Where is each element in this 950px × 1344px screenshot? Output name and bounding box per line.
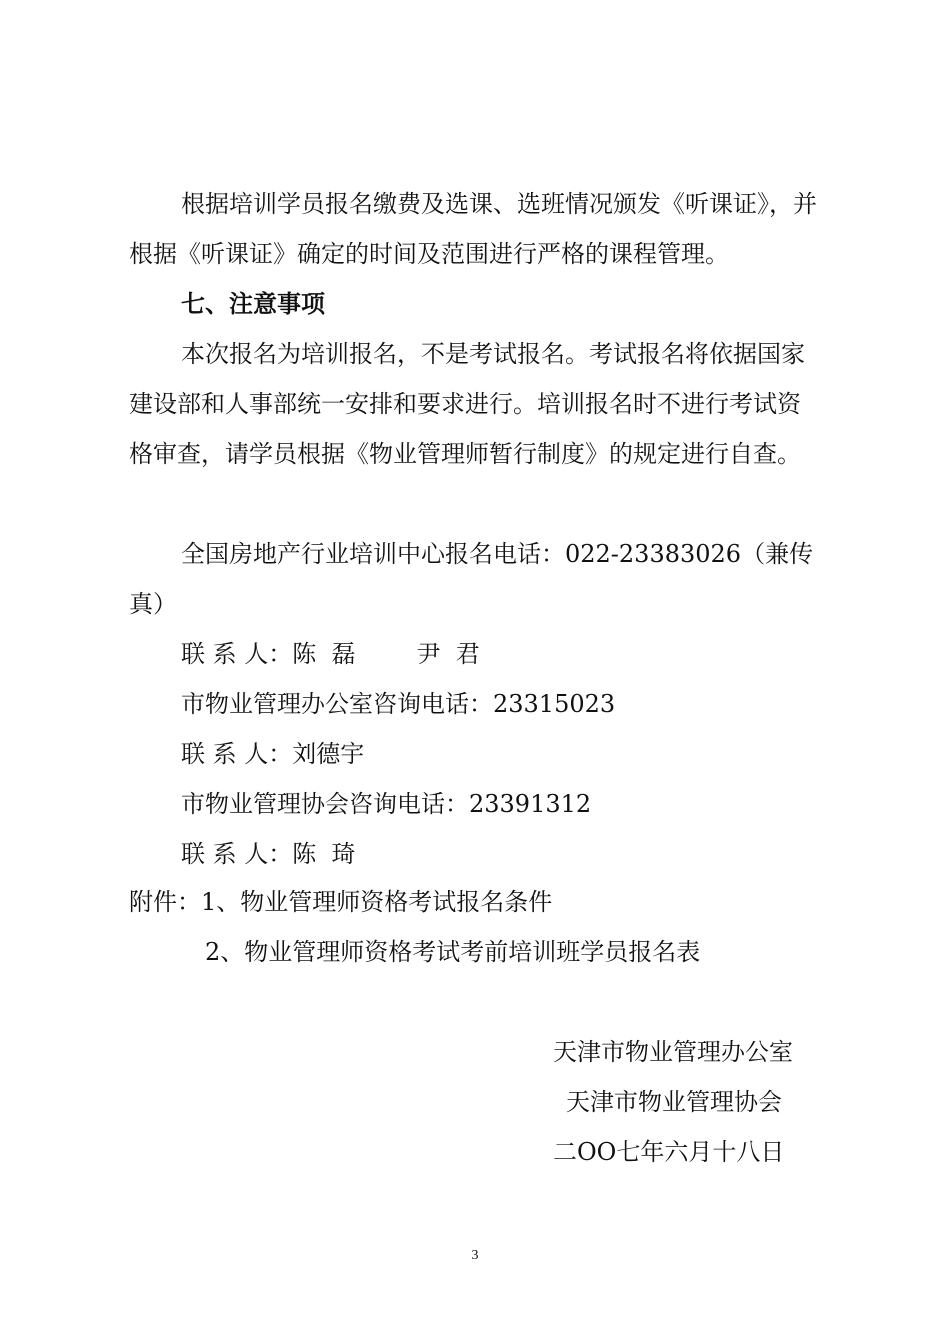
- signature-date: 二OO七年六月十八日: [553, 1138, 785, 1166]
- center-contacts: 联 系 人：陈 磊 尹 君: [181, 640, 480, 668]
- page-number: 3: [471, 1248, 479, 1263]
- office-phone: 市物业管理办公室咨询电话：23315023: [181, 690, 616, 718]
- section-heading: 七、注意事项: [181, 290, 325, 318]
- office-contact: 联 系 人：刘德宇: [181, 740, 365, 768]
- paragraph-line: 建设部和人事部统一安排和要求进行。培训报名时不进行考试资: [129, 390, 801, 418]
- center-phone-line-cont: 真）: [129, 590, 177, 618]
- attachment-item: 2、物业管理师资格考试考前培训班学员报名表: [205, 938, 701, 966]
- paragraph-line: 本次报名为培训报名，不是考试报名。考试报名将依据国家: [181, 340, 805, 368]
- signature-org: 天津市物业管理协会: [566, 1088, 782, 1116]
- association-phone: 市物业管理协会咨询电话：23391312: [181, 790, 592, 818]
- paragraph-line: 格审查，请学员根据《物业管理师暂行制度》的规定进行自查。: [129, 440, 801, 468]
- attachment-item: 附件：1、物业管理师资格考试报名条件: [129, 888, 553, 916]
- association-contact: 联 系 人：陈 琦: [181, 840, 356, 868]
- center-phone-line: 全国房地产行业培训中心报名电话：022-23383026（兼传: [181, 540, 814, 568]
- signature-org: 天津市物业管理办公室: [553, 1038, 793, 1066]
- paragraph-line: 根据培训学员报名缴费及选课、选班情况颁发《听课证》，并: [181, 190, 817, 218]
- paragraph-line: 根据《听课证》确定的时间及范围进行严格的课程管理。: [129, 240, 729, 268]
